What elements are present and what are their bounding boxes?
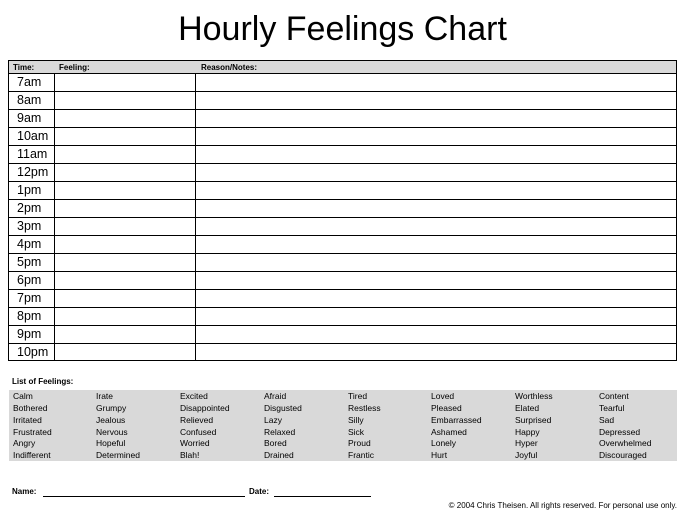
reason-cell[interactable] xyxy=(196,200,676,217)
feeling-cell[interactable] xyxy=(54,92,196,109)
reason-cell[interactable] xyxy=(196,290,676,307)
time-cell: 1pm xyxy=(17,183,42,197)
feeling-word: Afraid xyxy=(264,391,287,401)
feeling-cell[interactable] xyxy=(54,164,196,181)
time-cell: 10am xyxy=(17,129,49,143)
feeling-word: Nervous xyxy=(96,427,128,437)
reason-cell[interactable] xyxy=(196,110,676,127)
reason-column-header: Reason/Notes: xyxy=(201,63,258,72)
feeling-word: Proud xyxy=(348,438,371,448)
feeling-word: Loved xyxy=(431,391,455,401)
table-row xyxy=(9,326,676,344)
feeling-word: Worried xyxy=(180,438,210,448)
feeling-word: Elated xyxy=(515,403,540,413)
feeling-word: Indifferent xyxy=(13,450,51,460)
feeling-word: Joyful xyxy=(515,450,538,460)
feeling-column-header: Feeling: xyxy=(59,63,90,72)
feeling-word: Disgusted xyxy=(264,403,302,413)
name-label: Name: xyxy=(12,487,37,496)
name-field[interactable] xyxy=(43,496,245,497)
table-row xyxy=(9,272,676,290)
time-cell: 7am xyxy=(17,75,42,89)
table-row xyxy=(9,254,676,272)
feeling-word: Pleased xyxy=(431,403,462,413)
feeling-cell[interactable] xyxy=(54,74,196,91)
feeling-word: Hurt xyxy=(431,450,448,460)
feeling-word: Drained xyxy=(264,450,294,460)
time-cell: 8pm xyxy=(17,309,42,323)
time-cell: 12pm xyxy=(17,165,49,179)
feelings-list-label: List of Feelings: xyxy=(12,377,74,386)
time-cell: 3pm xyxy=(17,219,42,233)
feeling-word: Overwhelmed xyxy=(599,438,652,448)
feeling-word: Relaxed xyxy=(264,427,296,437)
feeling-cell[interactable] xyxy=(54,326,196,343)
time-cell: 7pm xyxy=(17,291,42,305)
feeling-cell[interactable] xyxy=(54,290,196,307)
reason-cell[interactable] xyxy=(196,236,676,253)
table-row xyxy=(9,344,676,362)
feeling-word: Bothered xyxy=(13,403,48,413)
feeling-word: Discouraged xyxy=(599,450,647,460)
reason-cell[interactable] xyxy=(196,182,676,199)
reason-cell[interactable] xyxy=(196,146,676,163)
feeling-word: Ashamed xyxy=(431,427,467,437)
reason-cell[interactable] xyxy=(196,344,676,361)
feeling-cell[interactable] xyxy=(54,200,196,217)
feeling-word: Grumpy xyxy=(96,403,127,413)
time-cell: 9pm xyxy=(17,327,42,341)
feeling-word: Tearful xyxy=(599,403,625,413)
feeling-word: Confused xyxy=(180,427,217,437)
feeling-cell[interactable] xyxy=(54,146,196,163)
time-cell: 5pm xyxy=(17,255,42,269)
feeling-cell[interactable] xyxy=(54,182,196,199)
table-row xyxy=(9,236,676,254)
hourly-chart-table xyxy=(8,60,677,361)
table-header xyxy=(9,61,676,74)
reason-cell[interactable] xyxy=(196,254,676,271)
reason-cell[interactable] xyxy=(196,74,676,91)
time-cell: 9am xyxy=(17,111,42,125)
feeling-cell[interactable] xyxy=(54,218,196,235)
feeling-word: Tired xyxy=(348,391,368,401)
table-row xyxy=(9,92,676,110)
feeling-word: Silly xyxy=(348,415,364,425)
reason-cell[interactable] xyxy=(196,272,676,289)
feeling-cell[interactable] xyxy=(54,308,196,325)
feeling-word: Restless xyxy=(348,403,381,413)
reason-cell[interactable] xyxy=(196,92,676,109)
feeling-cell[interactable] xyxy=(54,236,196,253)
feeling-word: Lonely xyxy=(431,438,457,448)
time-cell: 4pm xyxy=(17,237,42,251)
time-cell: 10pm xyxy=(17,345,49,359)
feeling-word: Determined xyxy=(96,450,140,460)
feeling-word: Sad xyxy=(599,415,615,425)
table-row xyxy=(9,218,676,236)
feeling-word: Lazy xyxy=(264,415,282,425)
feeling-word: Jealous xyxy=(96,415,126,425)
date-field[interactable] xyxy=(274,496,371,497)
feeling-word: Content xyxy=(599,391,629,401)
feeling-word: Depressed xyxy=(599,427,641,437)
feeling-word: Blah! xyxy=(180,450,200,460)
feeling-word: Happy xyxy=(515,427,540,437)
table-rows xyxy=(9,74,676,362)
table-row xyxy=(9,164,676,182)
reason-cell[interactable] xyxy=(196,326,676,343)
table-row xyxy=(9,110,676,128)
time-cell: 8am xyxy=(17,93,42,107)
feeling-cell[interactable] xyxy=(54,272,196,289)
reason-cell[interactable] xyxy=(196,164,676,181)
feeling-word: Disappointed xyxy=(180,403,230,413)
date-label: Date: xyxy=(249,487,270,496)
copyright-notice: © 2004 Chris Theisen. All rights reserved. For personal use only. xyxy=(448,501,677,510)
reason-cell[interactable] xyxy=(196,128,676,145)
feeling-word: Irritated xyxy=(13,415,42,425)
feeling-word: Irate xyxy=(96,391,114,401)
time-column-header: Time: xyxy=(13,63,35,72)
page-title: Hourly Feelings Chart xyxy=(178,10,507,48)
feeling-word: Calm xyxy=(13,391,33,401)
feeling-word: Angry xyxy=(13,438,36,448)
feeling-word: Excited xyxy=(180,391,208,401)
table-row xyxy=(9,290,676,308)
reason-cell[interactable] xyxy=(196,218,676,235)
table-row xyxy=(9,128,676,146)
feeling-cell[interactable] xyxy=(54,128,196,145)
feeling-word: Embarrassed xyxy=(431,415,482,425)
table-row xyxy=(9,74,676,92)
time-cell: 11am xyxy=(17,147,48,161)
feeling-word: Frustrated xyxy=(13,427,52,437)
time-cell: 6pm xyxy=(17,273,42,287)
feeling-word: Sick xyxy=(348,427,365,437)
feeling-cell[interactable] xyxy=(54,254,196,271)
feeling-cell[interactable] xyxy=(54,344,196,361)
feeling-word: Bored xyxy=(264,438,287,448)
table-row xyxy=(9,308,676,326)
feelings-list xyxy=(9,390,677,461)
feeling-word: Hyper xyxy=(515,438,538,448)
feeling-cell[interactable] xyxy=(54,110,196,127)
feeling-word: Surprised xyxy=(515,415,552,425)
feeling-word: Worthless xyxy=(515,391,553,401)
feeling-word: Relieved xyxy=(180,415,214,425)
table-row xyxy=(9,182,676,200)
table-row xyxy=(9,146,676,164)
table-row xyxy=(9,200,676,218)
feeling-word: Hopeful xyxy=(96,438,126,448)
time-cell: 2pm xyxy=(17,201,42,215)
feeling-word: Frantic xyxy=(348,450,374,460)
reason-cell[interactable] xyxy=(196,308,676,325)
